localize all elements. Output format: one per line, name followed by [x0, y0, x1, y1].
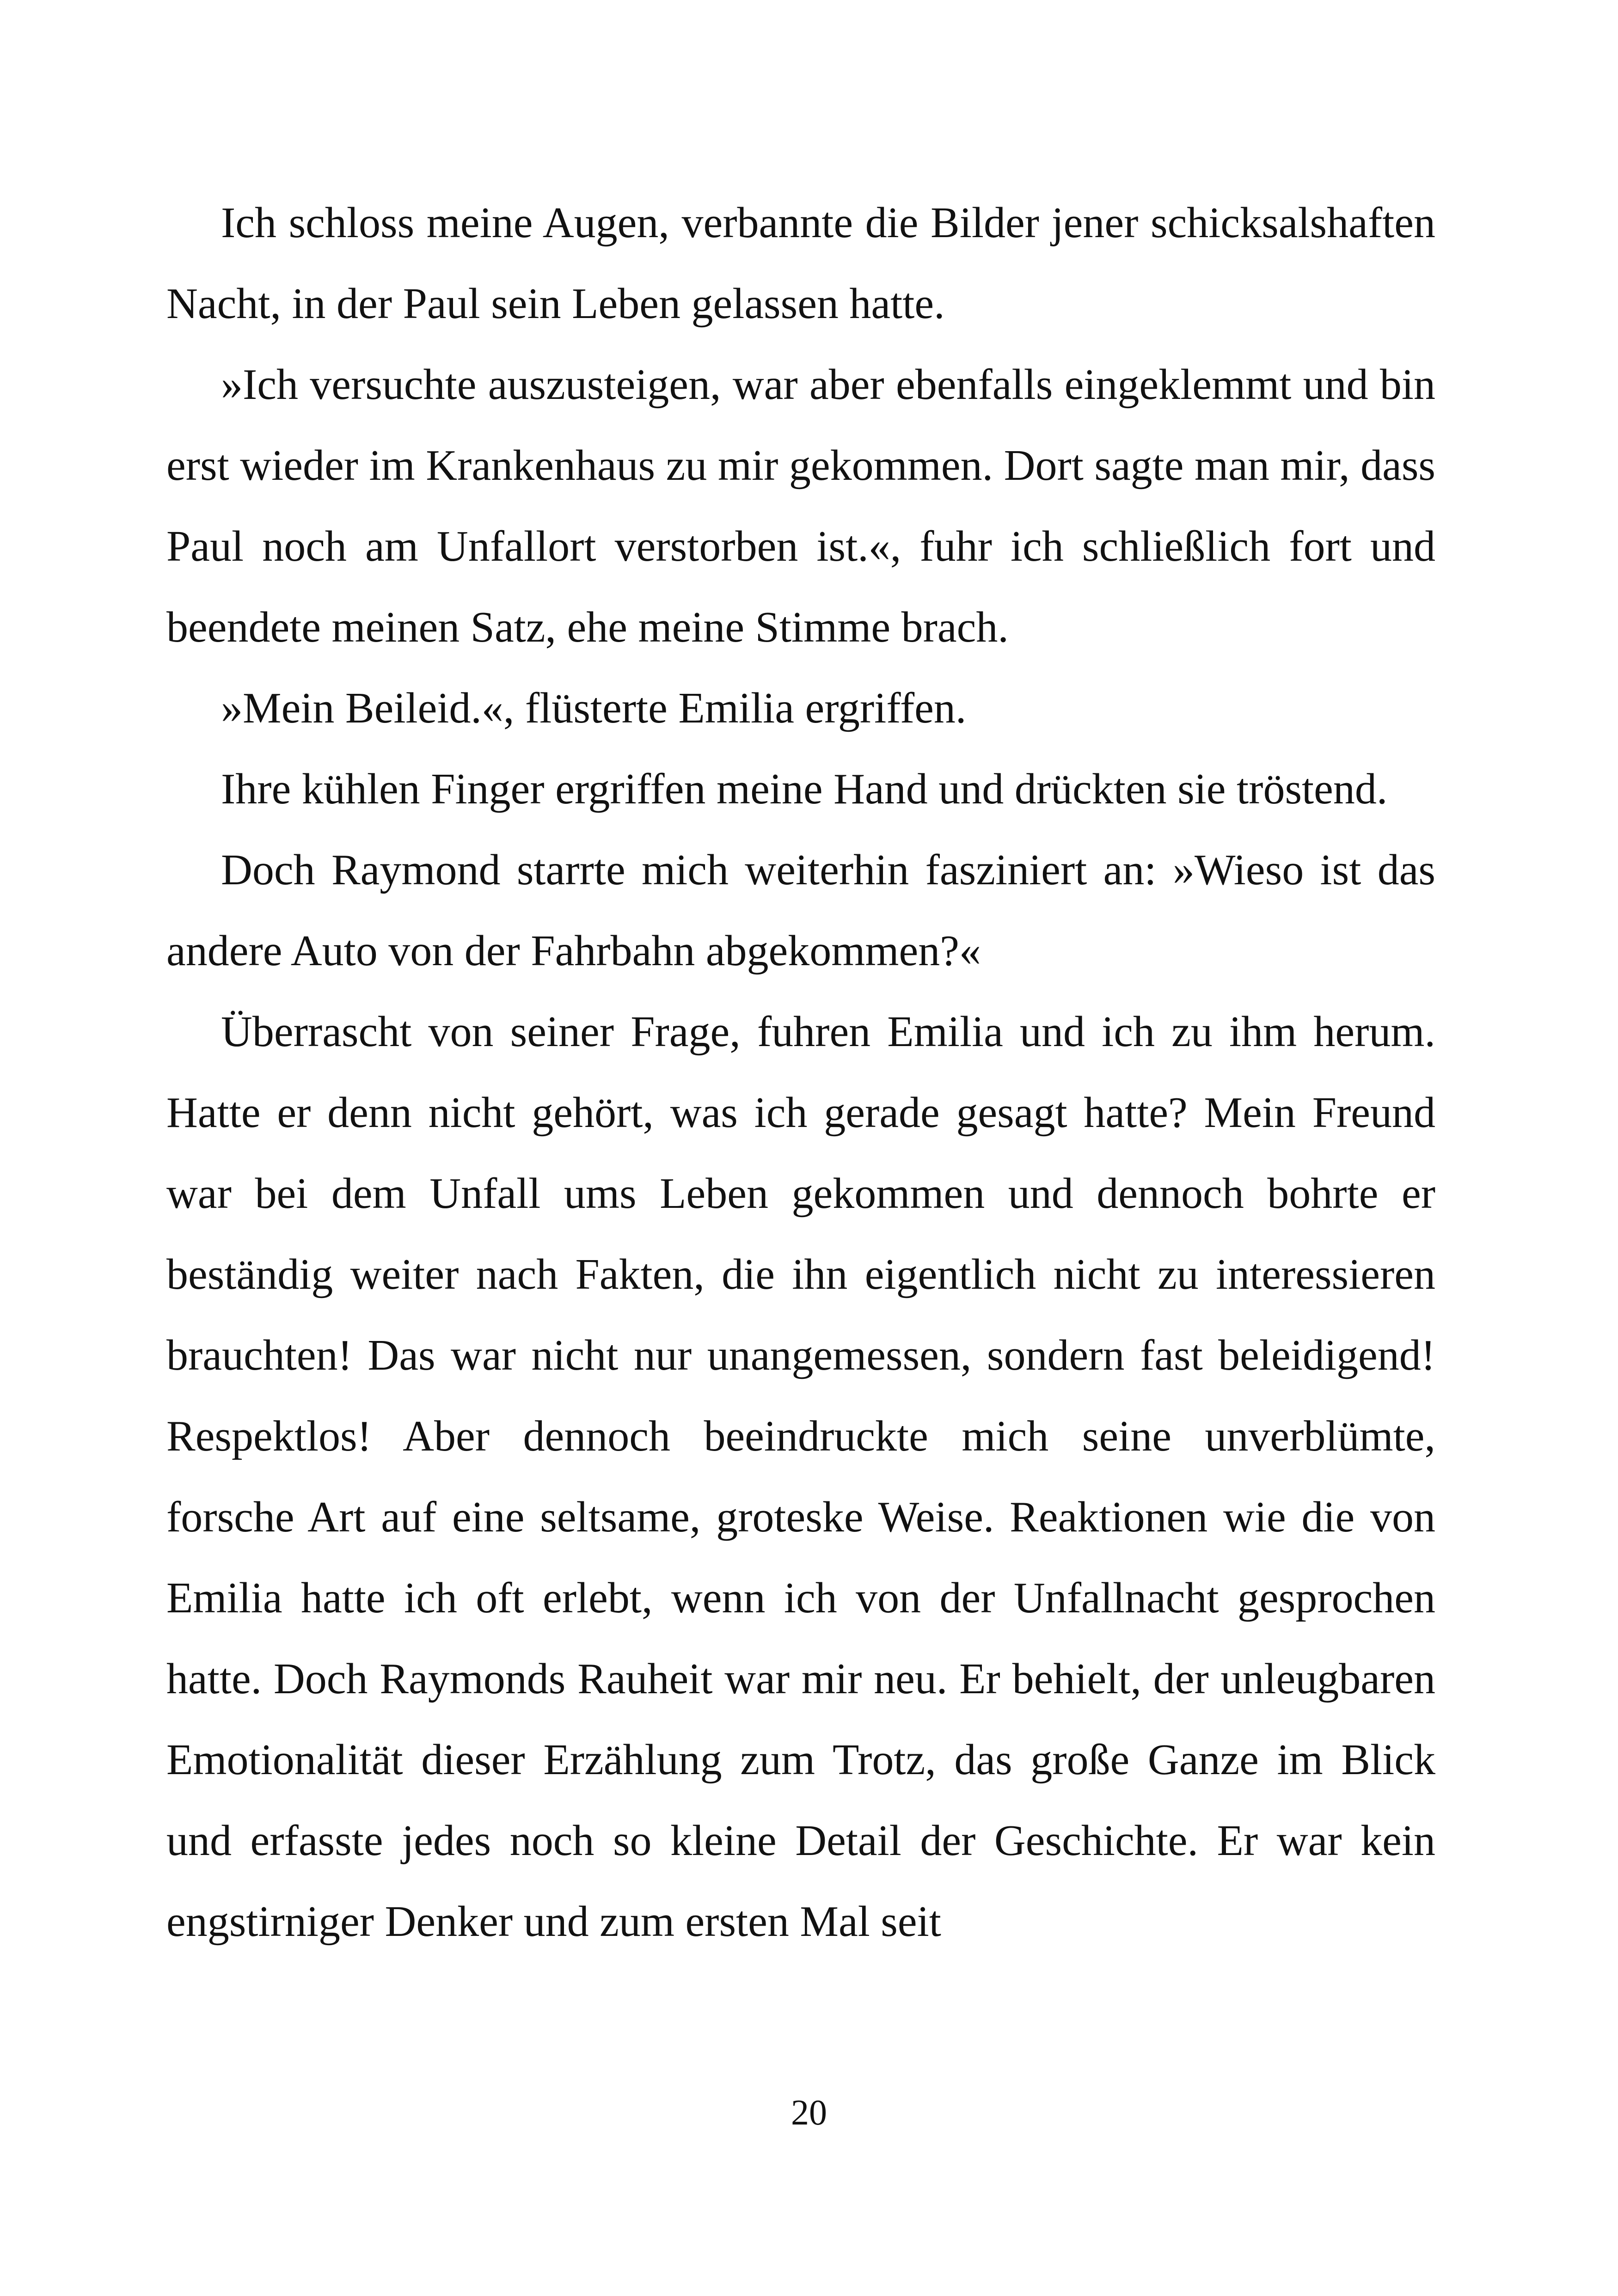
paragraph-1: Ich schloss meine Augen, verbannte die Bilder jener schicksalshaften Nacht, in der Paul sein Leben gelassen hatte. [166, 199, 1435, 328]
paragraph-2: »Ich versuchte auszusteigen, war aber ebenfalls eingeklemmt und bin erst wieder im Krankenhaus zu mir gekommen. Dort sagte man mir, dass Paul noch am Unfallort verstorben ist.«, fuhr ich schließlich fort und beendete meinen Satz, ehe meine Stimme brach. [166, 361, 1436, 651]
paragraph-6: Überrascht von seiner Frage, fuhren Emilia und ich zu ihm herum. Hatte er denn nicht gehört, was ich gerade gesagt hatte? Mein Freund war bei dem Unfall ums Leben gekommen und dennoch bohrte er beständig weiter nach Fakten, die ihn eigentlich nicht zu interessieren brauchten! Das war nicht nur unangemessen, sondern fast beleidigend! Respektlos! Aber dennoch beeindruckte mich seine unverblümte, forsche Art auf eine seltsame, groteske Weise. Reaktionen wie die von Emilia hatte ich oft erlebt, wenn ich von der Unfallnacht gesprochen hatte. Doch Raymonds Rauheit war mir neu. Er behielt, der unleugbaren Emotionalität dieser Erzählung zum Trotz, das große Ganze im Blick und erfasste jedes noch so kleine Detail der Geschichte. Er war kein engstirniger Denker und zum ersten Mal seit [166, 1008, 1435, 1946]
paragraph-3: »Mein Beileid.«, flüsterte Emilia ergriffen. [221, 684, 967, 732]
paragraph-4: Ihre kühlen Finger ergriffen meine Hand und drückten sie tröstend. [221, 765, 1388, 813]
page-number: 20 [791, 2092, 827, 2132]
paragraph-5: Doch Raymond starrte mich weiterhin fasziniert an: »Wieso ist das andere Auto von der Fahrbahn abgekommen?« [166, 846, 1435, 975]
body-text [166, 183, 1435, 1962]
